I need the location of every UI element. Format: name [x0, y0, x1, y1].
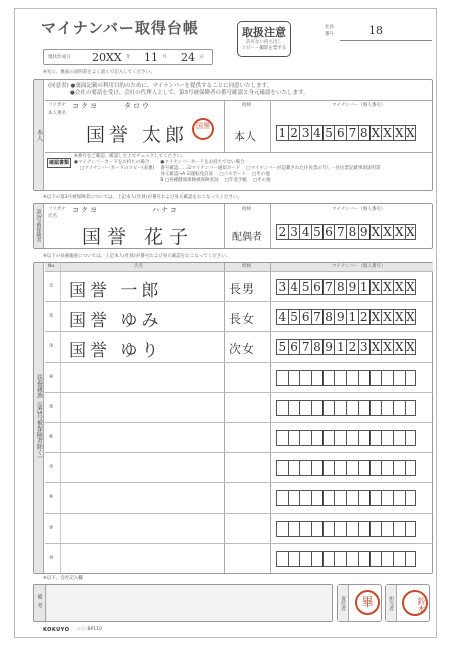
dependent-row [45, 271, 433, 301]
mynumber-digit[interactable] [276, 521, 288, 537]
mynumber-digit[interactable]: X [406, 310, 415, 325]
self-col-divider2 [270, 100, 271, 152]
consent-line2: ●会社の要請を受け、会社の代理人として、第3号被保険者の番号確認と身元確認をいたします。 [70, 90, 309, 96]
mynumber-digit[interactable] [276, 460, 288, 476]
mynumber-digit[interactable]: 5 [323, 125, 335, 141]
mynumber-digit[interactable] [381, 460, 393, 476]
header-notice: ※先に、裏面の説明書をよく読んで記入してください。 [43, 70, 155, 75]
mynumber-digit[interactable]: 7 [311, 309, 323, 325]
mynumber-digit[interactable]: 5 [311, 224, 323, 240]
dependent-no: ⑩ [49, 554, 54, 561]
mynumber-digit[interactable] [346, 521, 358, 537]
mynumber-digit[interactable] [370, 400, 382, 416]
mynumber-digit[interactable]: 5 [288, 309, 300, 325]
doc-block [74, 154, 432, 184]
dependent-relation[interactable]: 長女 [229, 312, 256, 327]
doc-note: ※番号をご確認、確認した上でチェックしてください。 [74, 154, 186, 159]
doc-opt2a[interactable]: 番号確認……☑マイナンバー通知カード [160, 166, 241, 171]
mynumber-digit[interactable] [276, 551, 288, 567]
mynumber-digit[interactable] [299, 400, 311, 416]
spouse-mynumber-cells[interactable] [276, 224, 416, 240]
doc-opt1: ●マイナンバーカードをお持ちの場合 [74, 160, 150, 165]
doc-opt2f[interactable]: B □各種健康保険被保険者証 [160, 178, 219, 183]
mynumber-digit[interactable]: X [393, 279, 405, 295]
self-mynumber-cells[interactable] [276, 125, 416, 141]
mynumber-digit[interactable] [334, 490, 346, 506]
mynumber-digit[interactable] [370, 521, 382, 537]
self-divider-top [45, 100, 433, 101]
dependent-row [45, 392, 433, 422]
mynumber-digit[interactable] [393, 551, 405, 567]
mynumber-digit[interactable]: 7 [346, 125, 358, 141]
mynumber-digit[interactable]: 6 [288, 339, 300, 355]
mynumber-digit[interactable] [370, 430, 382, 446]
dependent-relation[interactable]: 長男 [229, 282, 256, 296]
product-code: シン-BP110 [77, 627, 102, 632]
dependent-name[interactable]: 国誉 ゆり [69, 341, 163, 362]
dependent-mynumber-cells[interactable] [276, 279, 416, 295]
mynumber-digit[interactable]: 4 [288, 279, 300, 295]
mynumber-digit[interactable]: 2 [358, 309, 370, 325]
remarks-box [33, 584, 333, 622]
emp-no-value[interactable]: 18 [369, 24, 383, 37]
caution-box [237, 21, 291, 57]
spouse-relation[interactable]: 配偶者 [232, 232, 262, 243]
spouse-furigana-sei: コクヨ [72, 206, 99, 214]
self-sideband [34, 80, 44, 190]
self-relation[interactable]: 本人 [234, 130, 256, 143]
stamp-box-1 [337, 584, 382, 622]
self-mynumber-label: マイナンバー（個人番号） [332, 103, 386, 108]
mynumber-digit[interactable]: 4 [311, 125, 323, 141]
dependent-no: ④ [49, 373, 54, 380]
mynumber-digit[interactable] [405, 460, 417, 476]
mynumber-digit[interactable] [288, 430, 300, 446]
doc-opt2e[interactable]: □その他 [251, 172, 270, 177]
mynumber-digit[interactable]: X [393, 224, 405, 240]
mynumber-digit[interactable] [299, 490, 311, 506]
mynumber-digit[interactable]: 3 [288, 224, 300, 240]
dependent-row [45, 422, 433, 452]
dependent-mynumber-cells[interactable] [276, 460, 416, 476]
doc-opt2h[interactable]: □その他 [252, 178, 271, 183]
mynumber-digit[interactable] [370, 460, 382, 476]
mynumber-digit[interactable] [393, 370, 405, 386]
dependent-no: ② [49, 313, 54, 320]
mynumber-digit[interactable] [288, 551, 300, 567]
mynumber-digit[interactable] [334, 521, 346, 537]
mynumber-digit[interactable] [311, 430, 323, 446]
mynumber-digit[interactable]: X [370, 309, 382, 325]
year-unit: 年 [126, 55, 131, 60]
date-year: 20XX [92, 51, 122, 64]
dependent-row [45, 331, 433, 361]
emp-no-label2: 番号 [325, 32, 334, 37]
dependent-row [45, 543, 433, 573]
dependents-sideband [34, 263, 44, 573]
mynumber-digit[interactable] [370, 490, 382, 506]
date-day: 24 [181, 51, 195, 64]
mynumber-digit[interactable] [346, 430, 358, 446]
mynumber-digit[interactable]: 1 [334, 339, 346, 355]
mynumber-digit[interactable]: X [393, 125, 405, 141]
mynumber-digit[interactable] [405, 400, 417, 416]
mynumber-digit[interactable] [381, 370, 393, 386]
dependent-no: ③ [49, 343, 54, 350]
emp-no-underline [340, 40, 432, 41]
dependent-name[interactable]: 国誉 ゆみ [69, 311, 163, 332]
mynumber-digit[interactable] [288, 490, 300, 506]
self-section [33, 79, 433, 191]
mynumber-digit[interactable] [276, 490, 288, 506]
consent-prefix: (同意書) [48, 83, 69, 89]
remarks-label: 備考 [36, 594, 43, 612]
mynumber-digit[interactable]: X [393, 309, 405, 325]
mynumber-digit[interactable]: 9 [334, 309, 346, 325]
dependent-mynumber-cells[interactable] [276, 551, 416, 567]
dependent-row [45, 301, 433, 331]
dependent-no: ⑤ [49, 403, 54, 410]
mynumber-digit[interactable] [381, 521, 393, 537]
doc-opt2: ●マイナンバーカードをお持ちでない場合 [160, 160, 245, 165]
col-name: 氏名 [134, 264, 143, 269]
stamp1-seal: 畢 [355, 590, 380, 615]
mynumber-digit[interactable] [288, 521, 300, 537]
mynumber-digit[interactable]: 6 [323, 224, 335, 240]
mynumber-digit[interactable] [405, 551, 417, 567]
date-month: 11 [144, 51, 158, 64]
mynumber-digit[interactable] [299, 370, 311, 386]
mynumber-digit[interactable]: 1 [276, 125, 288, 141]
mynumber-digit[interactable] [299, 551, 311, 567]
mynumber-digit[interactable]: 4 [276, 309, 288, 325]
mynumber-digit[interactable]: 8 [358, 125, 370, 141]
dependent-mynumber-cells[interactable] [276, 490, 416, 506]
spouse-furigana-label: フリガナ [48, 207, 66, 212]
mynumber-digit[interactable] [381, 551, 393, 567]
mynumber-digit[interactable]: X [381, 224, 393, 240]
spouse-col-divider1 [224, 204, 225, 248]
mynumber-digit[interactable] [288, 370, 300, 386]
mynumber-digit[interactable]: 3 [358, 339, 370, 355]
dependent-no: ⑧ [49, 494, 54, 501]
date-field[interactable] [43, 49, 213, 65]
mynumber-digit[interactable]: X [381, 309, 393, 325]
dependent-no: ⑦ [49, 464, 54, 471]
mynumber-digit[interactable]: X [381, 279, 393, 295]
self-col-divider1 [224, 100, 225, 152]
dependent-mynumber-cells[interactable] [276, 430, 416, 446]
brand-logo: KOKUYO [43, 627, 70, 633]
doc-label-box [47, 158, 71, 168]
dependent-mynumber-cells[interactable] [276, 309, 416, 325]
dependent-mynumber-cells[interactable] [276, 400, 416, 416]
footer-notice: ※以下、会社記入欄 [43, 576, 83, 581]
mynumber-digit[interactable]: 9 [346, 279, 358, 295]
stamp1-label-cell [338, 585, 349, 621]
mynumber-digit[interactable]: 2 [288, 125, 300, 141]
mynumber-digit[interactable] [288, 460, 300, 476]
mynumber-digit[interactable] [311, 551, 323, 567]
mynumber-digit[interactable]: 6 [299, 309, 311, 325]
mynumber-digit[interactable]: 7 [323, 279, 335, 295]
mynumber-digit[interactable] [311, 460, 323, 476]
mynumber-digit[interactable] [393, 460, 405, 476]
mynumber-digit[interactable] [358, 370, 370, 386]
stamp2-label-cell [386, 585, 397, 621]
mynumber-digit[interactable] [381, 400, 393, 416]
mynumber-digit[interactable]: 3 [299, 125, 311, 141]
mynumber-digit[interactable] [381, 490, 393, 506]
mynumber-digit[interactable] [323, 400, 335, 416]
self-furigana-label: フリガナ [48, 103, 66, 108]
caution-sub1: 許可ない持ち出し [246, 40, 282, 45]
dependent-no: ⑥ [49, 434, 54, 440]
remarks-label-cell [34, 585, 46, 621]
mynumber-digit[interactable]: 6 [311, 279, 323, 295]
mynumber-digit[interactable] [311, 490, 323, 506]
mynumber-digit[interactable] [311, 521, 323, 537]
dependent-mynumber-cells[interactable] [276, 339, 416, 355]
stamp1-label: 責任者 [340, 595, 346, 611]
dependent-row [45, 482, 433, 512]
mynumber-digit[interactable] [299, 460, 311, 476]
caution-title: 取扱注意 [242, 26, 286, 39]
mynumber-digit[interactable]: X [406, 225, 415, 239]
dependent-mynumber-cells[interactable] [276, 521, 416, 537]
mynumber-digit[interactable] [323, 460, 335, 476]
spouse-section [33, 203, 433, 249]
remarks-field[interactable] [47, 585, 332, 621]
dependent-row [45, 513, 433, 543]
mynumber-digit[interactable] [381, 430, 393, 446]
dependent-no: ⑨ [49, 524, 54, 531]
spouse-furigana-mei: ハナコ [152, 206, 179, 214]
mynumber-digit[interactable] [405, 521, 417, 537]
spouse-mynumber-label: マイナンバー（個人番号） [332, 207, 386, 212]
mynumber-digit[interactable] [334, 370, 346, 386]
spouse-name[interactable]: 国誉 花子 [82, 226, 195, 248]
consent-line1: ●裏面記載の利用目的のために、マイナンバーを提供することに同意いたします。 [70, 83, 273, 89]
month-unit: 月 [162, 55, 167, 60]
doc-opt2d[interactable]: □パスポート [219, 172, 246, 177]
mynumber-digit[interactable] [288, 400, 300, 416]
mynumber-digit[interactable]: X [393, 339, 405, 355]
self-name[interactable]: 国誉 太郎 [86, 124, 189, 146]
dependent-name[interactable]: 国誉 一郎 [69, 281, 163, 301]
mynumber-digit[interactable] [393, 521, 405, 537]
mynumber-digit[interactable]: X [370, 125, 382, 141]
mynumber-digit[interactable] [323, 521, 335, 537]
mynumber-digit[interactable]: 2 [346, 339, 358, 355]
mynumber-digit[interactable] [276, 400, 288, 416]
day-unit: 日 [199, 55, 204, 60]
dependent-no: ① [49, 283, 54, 289]
dependent-relation[interactable]: 次女 [229, 342, 256, 357]
stamp-box-2 [385, 584, 430, 622]
mynumber-digit[interactable]: 6 [334, 125, 346, 141]
mynumber-digit[interactable] [334, 400, 346, 416]
mynumber-digit[interactable] [346, 490, 358, 506]
mynumber-digit[interactable] [358, 490, 370, 506]
consent-block [48, 83, 428, 97]
mynumber-digit[interactable]: 7 [334, 224, 346, 240]
spouse-col-divider2 [270, 204, 271, 248]
form-title: マイナンバー取得台帳 [41, 19, 199, 37]
dependents-section [33, 262, 433, 574]
mynumber-digit[interactable] [323, 430, 335, 446]
stamp2-seal: 鈴木 [402, 590, 428, 616]
mynumber-digit[interactable]: 3 [276, 279, 288, 295]
dependents-side-label: 扶養親族（第3号被保険者除く） [35, 374, 43, 462]
mynumber-digit[interactable]: 1 [358, 279, 370, 295]
spouse-notice: ※以下の第3号被保険者については、上記本人(社員)が番号および身元確認をおこなってください。 [43, 195, 243, 200]
mynumber-digit[interactable]: X [370, 339, 382, 355]
doc-opt1a[interactable]: □マイナンバーカードのコピー(表裏) [80, 166, 155, 171]
self-furigana-sei: コクヨ [72, 102, 99, 110]
mynumber-digit[interactable] [311, 400, 323, 416]
mynumber-digit[interactable]: X [381, 339, 393, 355]
mynumber-digit[interactable]: 4 [299, 224, 311, 240]
mynumber-digit[interactable]: 8 [334, 279, 346, 295]
col-no: No. [48, 264, 56, 269]
date-label: 現状作成日 [48, 55, 71, 60]
dependent-row [45, 362, 433, 392]
mynumber-digit[interactable] [346, 400, 358, 416]
spouse-rel-label: 続柄 [242, 207, 251, 212]
self-rel-label: 続柄 [242, 103, 251, 108]
ledger-form [14, 8, 437, 638]
mynumber-digit[interactable]: 1 [346, 309, 358, 325]
mynumber-digit[interactable]: 8 [311, 339, 323, 355]
mynumber-digit[interactable] [405, 430, 417, 446]
self-divider-mid [45, 152, 433, 153]
dependent-row [45, 452, 433, 482]
self-furigana-mei: タロウ [124, 102, 151, 110]
mynumber-digit[interactable] [358, 521, 370, 537]
mynumber-digit[interactable]: X [370, 279, 382, 295]
mynumber-digit[interactable] [358, 551, 370, 567]
self-name-label: 本人署名 [48, 111, 66, 116]
mynumber-digit[interactable] [393, 430, 405, 446]
mynumber-digit[interactable] [393, 490, 405, 506]
mynumber-digit[interactable]: X [406, 126, 415, 140]
mynumber-digit[interactable]: 5 [276, 339, 288, 355]
col-mynumber: マイナンバー（個人番号） [332, 264, 386, 269]
mynumber-digit[interactable] [311, 370, 323, 386]
dependent-mynumber-cells[interactable] [276, 370, 416, 386]
mynumber-digit[interactable] [358, 430, 370, 446]
doc-opt2b[interactable]: □マイナンバーが記載された住民票の写し・住民票記載事項証明書 [246, 166, 381, 171]
mynumber-digit[interactable]: X [406, 340, 415, 355]
mynumber-digit[interactable] [323, 370, 335, 386]
mynumber-digit[interactable] [323, 490, 335, 506]
mynumber-digit[interactable]: X [406, 280, 415, 294]
mynumber-digit[interactable]: 8 [346, 224, 358, 240]
mynumber-digit[interactable]: 9 [358, 224, 370, 240]
self-personal-seal: 国誉 [192, 118, 214, 140]
mynumber-digit[interactable] [358, 400, 370, 416]
self-side-label: 本人 [35, 129, 43, 141]
doc-opt2g[interactable]: □年金手帳 [224, 178, 247, 183]
mynumber-digit[interactable] [276, 430, 288, 446]
mynumber-digit[interactable] [276, 370, 288, 386]
caution-sub2: コピー・撮影を禁ずる [241, 46, 287, 51]
spouse-name-label: 氏名 [48, 214, 57, 219]
mynumber-digit[interactable]: 9 [323, 339, 335, 355]
doc-label: 確認書類 [48, 160, 69, 166]
mynumber-digit[interactable]: 8 [323, 309, 335, 325]
spouse-side-label: 第3号被保険者 [35, 209, 42, 243]
mynumber-digit[interactable] [370, 551, 382, 567]
stamp2-label: 担当者 [388, 595, 394, 611]
mynumber-digit[interactable]: 5 [299, 279, 311, 295]
mynumber-digit[interactable] [370, 370, 382, 386]
mynumber-digit[interactable] [346, 460, 358, 476]
mynumber-digit[interactable]: X [370, 224, 382, 240]
mynumber-digit[interactable] [405, 490, 417, 506]
mynumber-digit[interactable]: X [381, 125, 393, 141]
mynumber-digit[interactable] [334, 551, 346, 567]
doc-opt2c[interactable]: 身元確認→A ☑運転免許証 [160, 172, 214, 177]
col-rel: 続柄 [242, 264, 251, 269]
mynumber-digit[interactable]: 2 [276, 224, 288, 240]
emp-no-label1: 社員 [325, 25, 334, 30]
spouse-sideband [34, 204, 44, 248]
mynumber-digit[interactable]: 7 [299, 339, 311, 355]
mynumber-digit[interactable] [334, 460, 346, 476]
mynumber-digit[interactable] [393, 400, 405, 416]
mynumber-digit[interactable] [405, 370, 417, 386]
mynumber-digit[interactable] [323, 551, 335, 567]
mynumber-digit[interactable] [299, 521, 311, 537]
mynumber-digit[interactable] [358, 460, 370, 476]
dependents-notice: ※以下の扶養親族については、上記本人(社員)が番号および身元確認をおこなってください。 [43, 254, 231, 259]
mynumber-digit[interactable] [346, 370, 358, 386]
mynumber-digit[interactable] [346, 551, 358, 567]
mynumber-digit[interactable] [334, 430, 346, 446]
mynumber-digit[interactable] [299, 430, 311, 446]
